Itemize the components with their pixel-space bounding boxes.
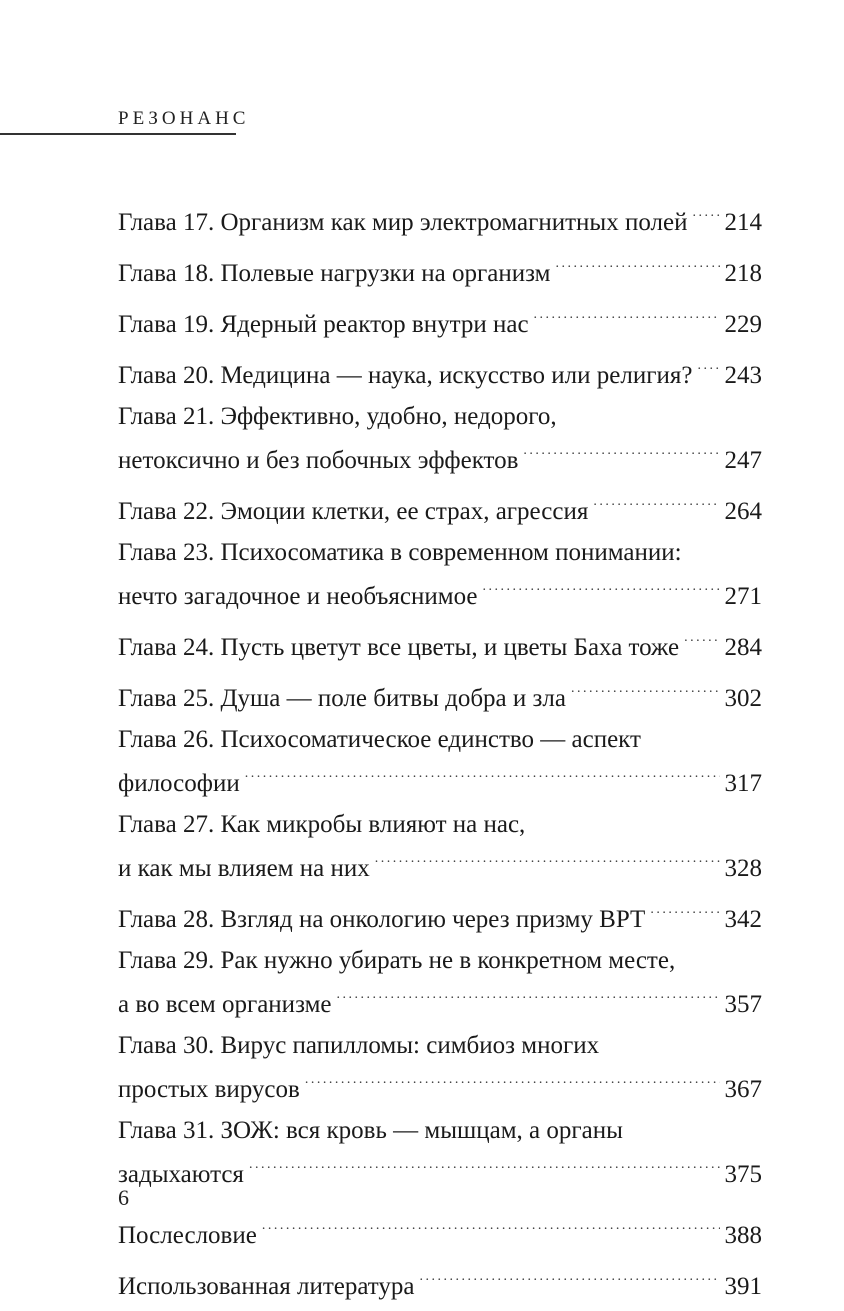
running-head-title: РЕЗОНАНС xyxy=(118,108,250,129)
toc-entry xyxy=(118,536,762,614)
toc-entry-row xyxy=(118,893,762,937)
toc-entry-title-line: Глава 26. Психосоматическое единство — аспект xyxy=(118,726,641,753)
dot-leader xyxy=(262,1209,720,1243)
toc-entry xyxy=(118,944,762,1022)
toc-entry-page: 317 xyxy=(724,770,762,797)
page-number: 6 xyxy=(118,1185,129,1210)
dot-leader xyxy=(555,247,719,281)
table-of-contents xyxy=(118,196,762,1311)
toc-entry-title-line: Глава 27. Как микробы влияют на нас, xyxy=(118,811,526,838)
toc-entry-title: Глава 19. Ядерный реактор внутри нас xyxy=(118,311,529,338)
toc-entry-title: Глава 25. Душа — поле битвы добра и зла xyxy=(118,685,566,712)
toc-entry-title: Глава 20. Медицина — наука, искусство или религия? xyxy=(118,362,693,389)
toc-entry-row xyxy=(118,757,762,801)
toc-entry-title: Послесловие xyxy=(118,1222,257,1249)
toc-entry-title: Глава 18. Полевые нагрузки на организм xyxy=(118,260,551,287)
toc-entry-title: нетоксично и без побочных эффектов xyxy=(118,447,519,474)
toc-entry-title: задыхаются xyxy=(118,1161,244,1188)
dot-leader xyxy=(245,757,720,791)
toc-entry xyxy=(118,893,762,937)
toc-entry-row xyxy=(118,196,762,240)
toc-entry-title: Глава 24. Пусть цветут все цветы, и цветы Баха тоже xyxy=(118,634,680,661)
toc-entry-title: Глава 22. Эмоции клетки, ее страх, агрессия xyxy=(118,498,589,525)
toc-entry-page: 328 xyxy=(724,855,762,882)
toc-entry-title: и как мы влияем на них xyxy=(118,855,370,882)
toc-entry-page: 214 xyxy=(724,209,762,236)
toc-entry xyxy=(118,400,762,478)
toc-entry xyxy=(118,247,762,291)
dot-leader xyxy=(697,349,719,383)
dot-leader xyxy=(337,978,720,1012)
toc-entry-page: 357 xyxy=(724,991,762,1018)
toc-entry-row xyxy=(118,570,762,614)
toc-entry xyxy=(118,672,762,716)
toc-entry-row xyxy=(118,1063,762,1107)
toc-entry-row xyxy=(118,247,762,291)
dot-leader xyxy=(650,893,719,927)
toc-entry-title-line: Глава 29. Рак нужно убирать не в конкретном месте, xyxy=(118,947,676,974)
dot-leader xyxy=(375,842,720,876)
toc-entry-row xyxy=(118,434,762,478)
toc-entry-row xyxy=(118,978,762,1022)
toc-entry-row xyxy=(118,1209,762,1253)
toc-entry-page: 388 xyxy=(724,1222,762,1249)
toc-entry-title-line: Глава 30. Вирус папилломы: симбиоз многих xyxy=(118,1032,600,1059)
dot-leader xyxy=(692,196,719,230)
toc-entry-page: 243 xyxy=(724,362,762,389)
toc-entry xyxy=(118,1114,762,1192)
toc-entry-page: 247 xyxy=(724,447,762,474)
toc-entry xyxy=(118,298,762,342)
toc-entry-page: 375 xyxy=(724,1161,762,1188)
toc-entry xyxy=(118,723,762,801)
toc-entry-page: 367 xyxy=(724,1076,762,1103)
toc-entry-page: 218 xyxy=(724,260,762,287)
toc-entry-page: 302 xyxy=(724,685,762,712)
toc-entry-page: 342 xyxy=(724,906,762,933)
toc-entry-page: 271 xyxy=(724,583,762,610)
toc-entry-title: простых вирусов xyxy=(118,1076,300,1103)
toc-entry-row xyxy=(118,621,762,665)
toc-entry xyxy=(118,621,762,665)
toc-entry xyxy=(118,349,762,393)
dot-leader xyxy=(482,570,719,604)
toc-entry-row xyxy=(118,1148,762,1192)
toc-entry-title-line: Глава 21. Эффективно, удобно, недорого, xyxy=(118,403,557,430)
toc-entry-title: Глава 17. Организм как мир электромагнитных полей xyxy=(118,209,688,236)
toc-entry-title: а во всем организме xyxy=(118,991,332,1018)
toc-entry-row xyxy=(118,485,762,529)
dot-leader xyxy=(305,1063,720,1097)
toc-entry xyxy=(118,1260,762,1304)
toc-entry-title-line: Глава 23. Психосоматика в современном понимании: xyxy=(118,539,682,566)
toc-entry xyxy=(118,196,762,240)
toc-entry-page: 391 xyxy=(724,1273,762,1300)
dot-leader xyxy=(523,434,719,468)
toc-entry-row xyxy=(118,1260,762,1304)
toc-entry xyxy=(118,808,762,886)
dot-leader xyxy=(684,621,719,655)
toc-entry-title-line: Глава 31. ЗОЖ: вся кровь — мышцам, а органы xyxy=(118,1117,623,1144)
dot-leader xyxy=(420,1260,720,1294)
toc-entry-title: Использованная литература xyxy=(118,1273,415,1300)
toc-entry xyxy=(118,1029,762,1107)
toc-entry-row xyxy=(118,349,762,393)
toc-entry-row xyxy=(118,672,762,716)
running-head xyxy=(0,104,250,138)
toc-entry xyxy=(118,1209,762,1253)
dot-leader xyxy=(571,672,720,706)
toc-entry-page: 264 xyxy=(724,498,762,525)
dot-leader xyxy=(249,1148,720,1182)
running-head-rule xyxy=(0,133,236,135)
toc-entry-title: нечто загадочное и необъяснимое xyxy=(118,583,478,610)
dot-leader xyxy=(534,298,720,332)
dot-leader xyxy=(593,485,719,519)
toc-entry-row xyxy=(118,298,762,342)
toc-entry-page: 229 xyxy=(724,311,762,338)
toc-entry-title: Глава 28. Взгляд на онкологию через призму ВРТ xyxy=(118,906,646,933)
toc-entry-title: философии xyxy=(118,770,240,797)
toc-entry-row xyxy=(118,842,762,886)
toc-entry xyxy=(118,485,762,529)
toc-entry-page: 284 xyxy=(724,634,762,661)
